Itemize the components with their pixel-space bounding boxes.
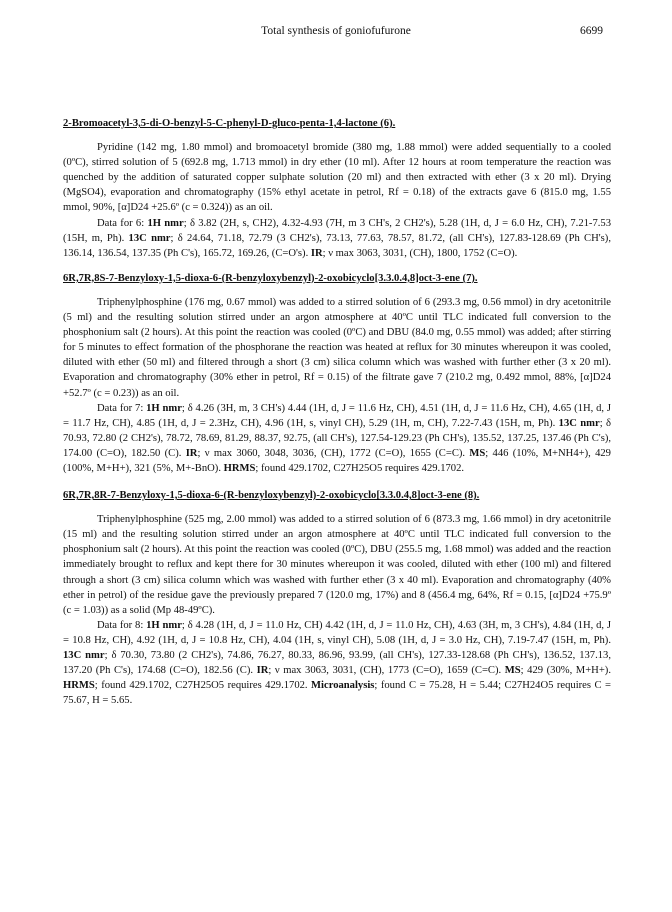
hnmr-data: ; δ 4.28 (1H, d, J = 11.0 Hz, CH) 4.42 (1H, d, J = 11.0 Hz, CH), 4.63 (3H, m, 3 CH's), 4.84 (1H, d, J = 10.8 Hz, CH), 4.92 (1H, d, J = 10.8 Hz, CH), 4.04 (1H, s, vinyl CH), 5.08 (1H, d, J = 3.0 Hz, CH), 7.19-7.47 (15H, m, Ph). [63,619,612,646]
compound-7-section [63,271,611,476]
ms-label: MS [469,447,486,459]
hrms-label: HRMS [223,462,256,474]
procedure-paragraph: Triphenylphosphine (176 mg, 0.67 mmol) was added to a stirred solution of 6 (293.3 mg, 0.56 mmol) in dry acetonitrile (5 ml) and the resulting solution stirred under an argon atmosphere at 40ºC until TLC indicated full conversion to the phosphonium salt (2 hours). At this point the reaction was cooled (0ºC) and DBU (84.0 mg, 0.55 mmol) was added; after stirring for 5 minutes to effect formation of the phosphorane the reaction was heated at reflux for 30 minutes whereupon it was cooled, diluted with ether (50 ml) and filtered through a short (3 cm) silica column which was washed with further ether (3 x 20 ml). Evaporation and chromatography (30% ether in petrol, Rf = 0.15) of the filtrate gave 7 (210.2 mg, 0.492 mmol, 88%, [α]D24 +52.7º (c = 0.23)) as an oil. [63,296,611,399]
hnmr-label: 1H nmr [147,217,184,229]
characterization-paragraph [63,216,611,261]
article-body [63,116,611,708]
characterization-paragraph [63,401,611,476]
cnmr-label: 13C nmr [128,232,171,244]
characterization-paragraph [63,618,611,709]
ms-data: ; 429 (30%, M+H+). [520,665,611,677]
ir-label: IR [310,247,323,259]
ir-data: ; ν max 3063, 3031, (CH), 1800, 1752 (C=O). [322,247,518,259]
procedure-paragraph: Triphenylphosphine (525 mg, 2.00 mmol) was added to a stirred solution of 6 (873.3 mg, 1.66 mmol) in dry acetonitrile (15 ml) and the resulting solution stirred under an argon atmosphere at 40ºC until TLC indicated full conversion to the phosphonium salt (2 hours). At this point the reaction was cooled (0ºC), DBU (255.5 mg, 1.68 mmol) was added and the reaction immediately brought to reflux and kept there for 30 minutes whereupon it was cooled, diluted with ether (100 ml) and filtered through a short (3 cm) silica column which was washed with further ether (3 x 40 ml). Evaporation and chromatography (40% ether in petrol) of the residue gave the previously prepared 7 (120.0 mg, 17%) and 8 (456.4 mg, 64%, Rf = 0.15, [α]D24 +75.9º (c = 1.03)) as a solid (Mp 48-49ºC). [63,514,611,616]
data-label: Data for 7: [97,402,144,414]
section-heading: 6R,7R,8S-7-Benzyloxy-1,5-dioxa-6-(R-benzyloxybenzyl)-2-oxobicyclo[3.3.0.4,8]oct-3-ene (7). [63,272,478,284]
data-label: Data for 6: [97,217,145,229]
cnmr-data: ; δ 70.30, 73.80 (2 CH2's), 74.86, 76.27, 80.33, 86.96, 93.99, (all CH's), 127.33-128.68 (Ph CH's), 136.52, 137.13, 137.20 (Ph C's), 174.68 (C=O), 182.56 (C). [63,650,611,677]
microanalysis-label: Microanalysis [311,680,375,692]
running-title: Total synthesis of goniofufurone [261,25,411,37]
procedure-paragraph: Pyridine (142 mg, 1.80 mmol) and bromoacetyl bromide (380 mg, 1.88 mmol) were added sequentially to a cooled (0ºC), stirred solution of 5 (692.8 mg, 1.713 mmol) in dry ether (10 ml). After 12 hours at room temperature the reaction was quenched by the addition of saturated copper sulphate solution (20 ml) and then extracted with ether (3 x 20 ml). Drying (MgSO4), evaporation and chromatography (15% ethyl acetate in petrol, Rf = 0.18) of the extracts gave 6 (815.0 mg, 1.55 mmol, 90%, [α]D24 +25.6º (c = 0.324)) as an oil. [63,142,611,214]
ir-label: IR [185,447,198,459]
hrms-data: ; found 429.1702, C27H25O5 requires 429.1702. [94,680,308,692]
section-heading: 2-Bromoacetyl-3,5-di-O-benzyl-5-C-phenyl-D-gluco-penta-1,4-lactone (6). [63,118,396,129]
hnmr-label: 1H nmr [146,402,182,414]
data-label: Data for 8: [97,619,144,631]
cnmr-data: ; δ 70.93, 72.80 (2 CH2's), 78.72, 78.69, 81.29, 88.37, 92.75, (all CH's), 127.54-129.23 (Ph CH's), 135.52, 137.25, 137.46 (Ph C's), 174.00 (C=O), 182.50 (C). [63,417,611,459]
compound-8-section [63,488,611,708]
page-number: 6699 [580,25,603,37]
ir-data: ; ν max 3063, 3031, (CH), 1773 (C=O), 1659 (C=C). [268,665,502,677]
ms-label: MS [504,665,521,677]
ir-label: IR [256,665,269,677]
microanalysis-data: ; found C = 75.28, H = 5.44; C27H24O5 requires C = 75.67, H = 5.65. [63,680,611,707]
hrms-label: HRMS [63,680,95,692]
cnmr-label: 13C nmr [558,417,600,429]
section-heading: 6R,7R,8R-7-Benzyloxy-1,5-dioxa-6-(R-benzyloxybenzyl)-2-oxobicyclo[3.3.0.4,8]oct-3-ene (8). [63,490,480,502]
ir-data: ; ν max 3060, 3048, 3036, (CH), 1772 (C=O), 1655 (C=C). [197,447,466,459]
hnmr-data: ; δ 3.82 (2H, s, CH2), 4.32-4.93 (7H, m 3 CH's, 2 CH2's), 5.28 (1H, d, J = 6.0 Hz, CH), 7.21-7.53 (15H, m, Ph). [63,217,611,244]
cnmr-label: 13C nmr [63,650,105,661]
compound-6-section [63,116,611,261]
hnmr-data: ; δ 4.26 (3H, m, 3 CH's) 4.44 (1H, d, J = 11.6 Hz, CH), 4.51 (1H, d, J = 11.6 Hz, CH), 4.65 (1H, d, J = 11.7 Hz, CH), 4.85 (1H, d, J = 2.3Hz, CH), 4.96 (1H, s, vinyl CH), 5.29 (1H, m, CH), 7.22-7.43 (15H, m, Ph). [63,402,612,429]
cnmr-data: ; δ 24.64, 71.18, 72.79 (3 CH2's), 73.13, 77.63, 78.57, 81.72, (all CH's), 127.83-128.69 (Ph CH's), 136.14, 136.54, 137.35 (Ph C's), 165.72, 169.26, (C=O's). [63,232,611,259]
hnmr-label: 1H nmr [146,619,182,631]
ms-data: ; 446 (10%, M+NH4+), 429 (100%, M+H+), 321 (5%, M+-BnO). [63,447,611,474]
hrms-data: ; found 429.1702, C27H25O5 requires 429.1702. [255,462,465,474]
